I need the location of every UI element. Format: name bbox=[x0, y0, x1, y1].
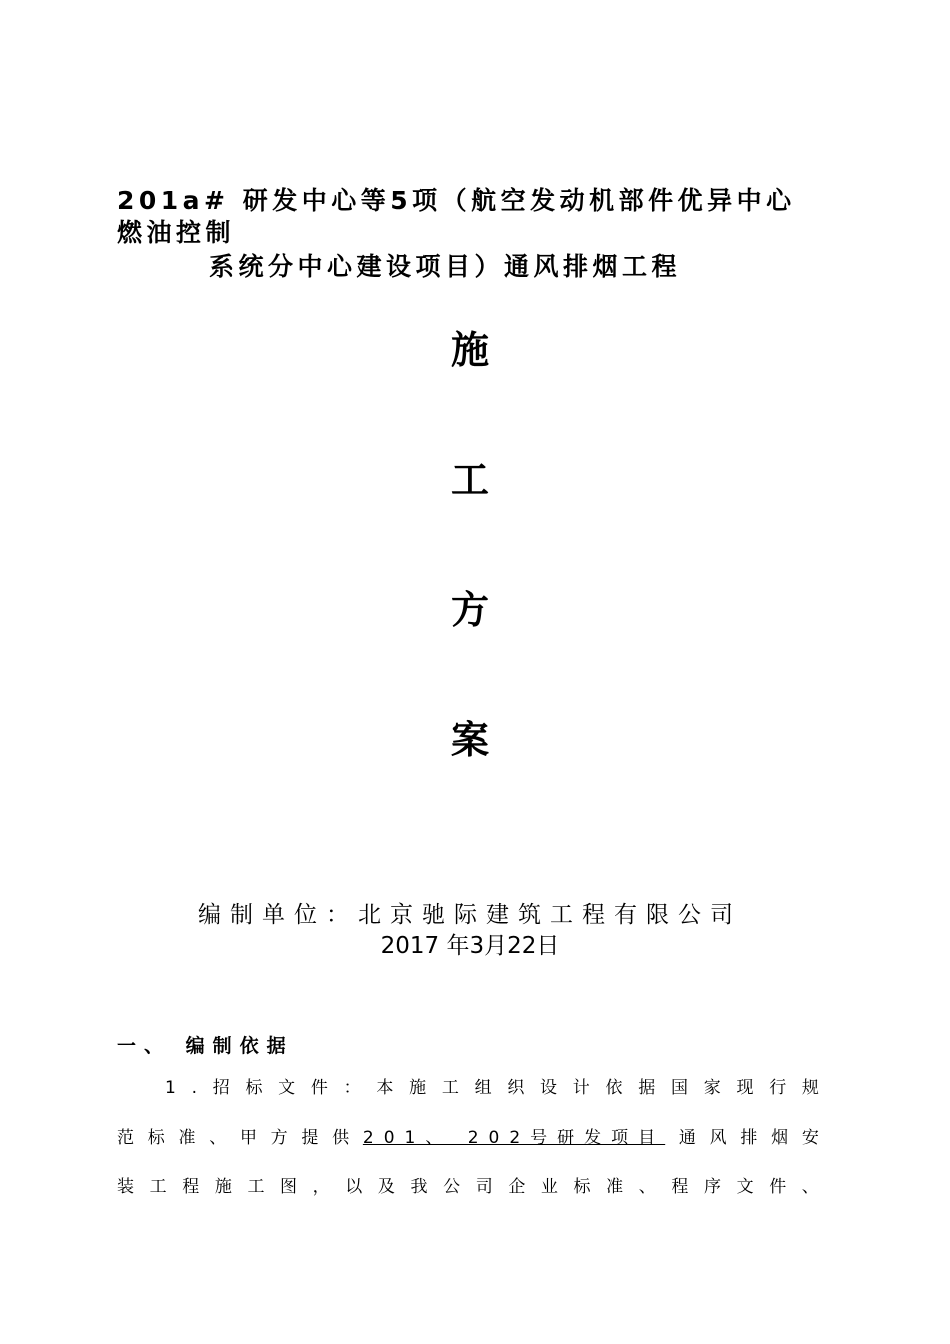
body-line-2: 范 标 准 、 甲 方 提 供 201、 202号研发项目 通 风 排 烟 安 bbox=[117, 1128, 819, 1148]
heading-char-an: 案 bbox=[450, 718, 489, 762]
project-reference: 201、 202号研发项目 bbox=[362, 1128, 666, 1148]
title-line-1: 201a# 研发中心等5项（航空发动机部件优异中心 bbox=[117, 186, 796, 215]
heading-char-shi: 施 bbox=[450, 328, 489, 372]
title-line-3: 系统分中心建设项目）通风排烟工程 bbox=[209, 252, 682, 281]
compiler-unit: 编制单位：北京驰际建筑工程有限公司 bbox=[198, 902, 742, 928]
body-line-3: 装 工 程 施 工 图 ， 以 及 我 公 司 企 业 标 准 、 程 序 文 件 、 bbox=[117, 1177, 819, 1197]
section-heading: 一、 编制依据 bbox=[117, 1035, 294, 1057]
body-line-1: 1 . 招 标 文 件 ： 本 施 工 组 织 设 计 依 据 国 家 现 行 规 bbox=[165, 1078, 819, 1098]
heading-char-fang: 方 bbox=[450, 588, 489, 632]
heading-char-gong: 工 bbox=[450, 458, 489, 502]
title-line-2: 燃油控制 bbox=[117, 218, 236, 247]
document-date: 2017 年3月22日 bbox=[380, 933, 560, 959]
